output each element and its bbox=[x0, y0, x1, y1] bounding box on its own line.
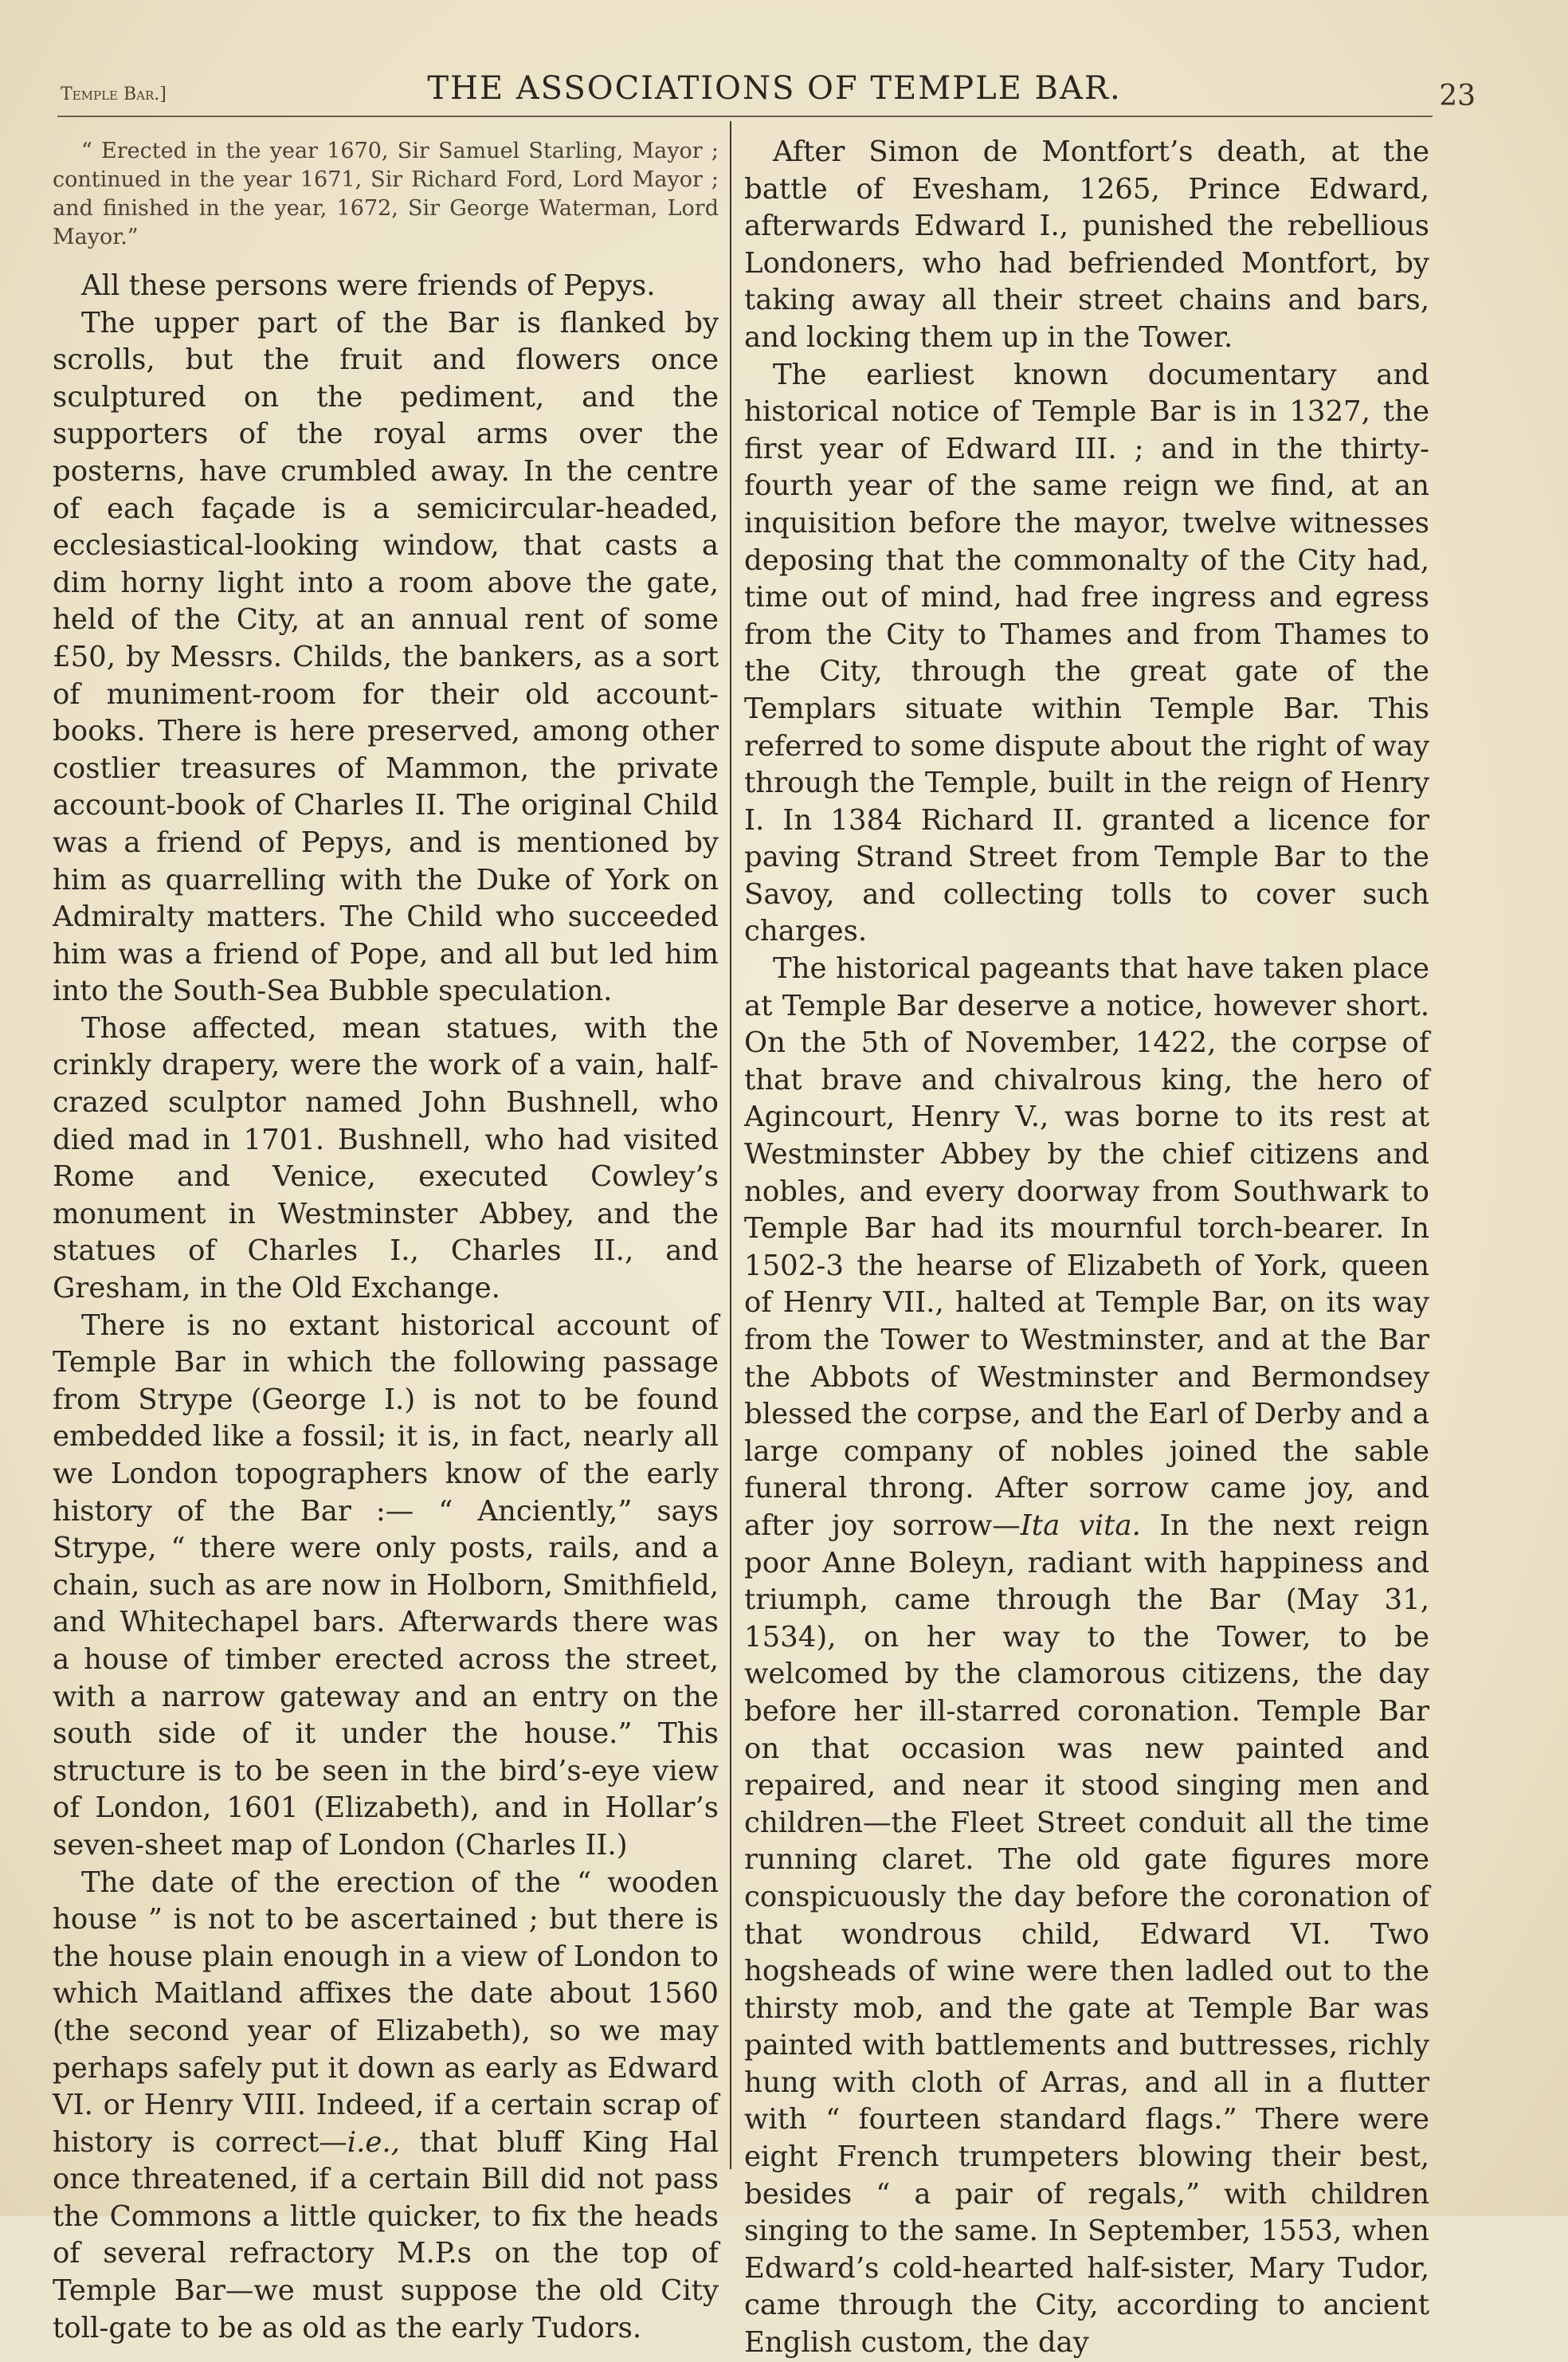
italic-text: i.e., bbox=[347, 2125, 400, 2159]
paragraph: There is no extant historical account of Temple Bar in which the following passage from Strype (George I.) is not to be found embedded like a fossil; it is, in fact, nearly all we London topographers know of the early history of the Bar :— “ Anciently,” says Strype, “ there were only posts, rails, and a chain, such as are now in Holborn, Smithfield, and Whitechapel bars. Afterwards there was a house of timber erected across the street, with a narrow gateway and an entry on the south side of it under the house.” This structure is to be seen in the bird’s-eye view of London, 1601 (Elizabeth), and in Hollar’s seven-sheet map of London (Charles II.) bbox=[53, 1309, 719, 1862]
paragraph-text: that bluff King Hal once threatened, if a certain Bill did not pass the Commons a little quicker, to fix the heads of several refractory M.P.s on the top of Temple Bar—we must suppose the old City toll-gate to be as old as the early Tudors. bbox=[53, 2125, 719, 2344]
column-divider bbox=[730, 121, 731, 2169]
page-header bbox=[57, 70, 1476, 118]
paragraph-text: The historical pageants that have taken place at Temple Bar deserve a notice, however short. On the 5th of November, 1422, the corpse of that brave and chivalrous king, the hero of Agincourt, Henry V., was borne to its rest at Westminster Abbey by the chief citizens and nobles, and every doorway from Southwark to Temple Bar had its mournful torch-bearer. In 1502-3 the hearse of Elizabeth of York, queen of Henry VII., halted at Temple Bar, on its way from the Tower to Westminster, and at the Bar the Abbots of Westminster and Bermondsey blessed the corpse, and the Earl of Derby and a large company of nobles joined the sable funeral throng. After sorrow came joy, and after joy sorrow— bbox=[744, 952, 1429, 1542]
paragraph: After Simon de Montfort’s death, at the battle of Evesham, 1265, Prince Edward, afterwards Edward I., punished the rebellious Londoners, who had befriended Montfort, by taking away all their street chains and bars, and locking them up in the Tower. bbox=[744, 135, 1429, 354]
paragraph: The upper part of the Bar is flanked by scrolls, but the fruit and flowers once sculptured on the pediment, and the supporters of the royal arms over the posterns, have crumbled away. In the centre of each façade is a semicircular-headed, ecclesiastical-looking window, that casts a dim horny light into a room above the gate, held of the City, at an annual rent of some £50, by Messrs. Childs, the bankers, as a sort of muniment-room for their old account-books. There is here preserved, among other costlier treasures of Mammon, the private account-book of Charles II. The original Child was a friend of Pepys, and is mentioned by him as quarrelling with the Duke of York on Admiralty matters. The Child who succeeded him was a friend of Pope, and all but led him into the South-Sea Bubble speculation. bbox=[53, 306, 719, 1008]
paragraph bbox=[744, 951, 1429, 2362]
paragraph bbox=[53, 1865, 719, 2348]
paragraph: The earliest known documentary and historical notice of Temple Bar is in 1327, the first year of Edward III. ; and in the thirty-fourth year of the same reign we find, at an inquisition before the mayor, twelve witnesses deposing that the commonalty of the City had, time out of mind, had free ingress and egress from the City to Thames and from Thames to the City, through the great gate of the Templars situate within Temple Bar. This referred to some dispute about the right of way through the Temple, built in the reign of Henry I. In 1384 Richard II. granted a licence for paving Strand Street from Temple Bar to the Savoy, and collecting tolls to cover such charges. bbox=[744, 358, 1429, 948]
page-title: THE ASSOCIATIONS OF TEMPLE BAR. bbox=[427, 70, 1122, 107]
italic-text: Ita vita. bbox=[1020, 1509, 1141, 1542]
paragraph-text: The date of the erection of the “ wooden house ” is not to be ascertained ; but there is the house plain enough in a view of London to which Maitland affixes the date about 1560 (the second year of Elizabeth), so we may perhaps safely put it down as early as Edward VI. or Henry VIII. Indeed, if a certain scrap of history is correct— bbox=[53, 1866, 719, 2159]
inscription-quote: “ Erected in the year 1670, Sir Samuel Starling, Mayor ; continued in the year 1671, Sir Richard Ford, Lord Mayor ; and finished in the year, 1672, Sir George Waterman, Lord Mayor.” bbox=[53, 139, 719, 249]
right-column bbox=[744, 134, 1429, 2362]
header-rule bbox=[57, 116, 1433, 117]
left-column bbox=[53, 134, 719, 2347]
paragraph: Those affected, mean statues, with the crinkly drapery, were the work of a vain, half-crazed sculptor named John Bushnell, who died mad in 1701. Bushnell, who had visited Rome and Venice, executed Cowley’s monument in Westminster Abbey, and the statues of Charles I., Charles II., and Gresham, in the Old Exchange. bbox=[53, 1011, 719, 1305]
running-head: Temple Bar.] bbox=[61, 84, 167, 104]
paragraph: All these persons were friends of Pepys. bbox=[81, 269, 656, 302]
paragraph-text: In the next reign poor Anne Boleyn, radiant with happiness and triumph, came through the Bar (May 31, 1534), on her way to the Tower, to be welcomed by the clamorous citizens, the day before her ill-starred coronation. Temple Bar on that occasion was new painted and repaired, and near it stood singing men and children—the Fleet Street conduit all the time running claret. The old gate figures more conspicuously the day before the coronation of that wondrous child, Edward VI. Two hogsheads of wine were then ladled out to the thirsty mob, and the gate at Temple Bar was painted with battlements and buttresses, richly hung with cloth of Arras, and all in a flutter with “ fourteen standard flags.” There were eight French trumpeters blowing their best, besides “ a pair of regals,” with children singing to the same. In September, 1553, when Edward’s cold-hearted half-sister, Mary Tudor, came through the City, according to ancient English custom, the day bbox=[744, 1509, 1429, 2360]
page-number: 23 bbox=[1439, 80, 1476, 112]
